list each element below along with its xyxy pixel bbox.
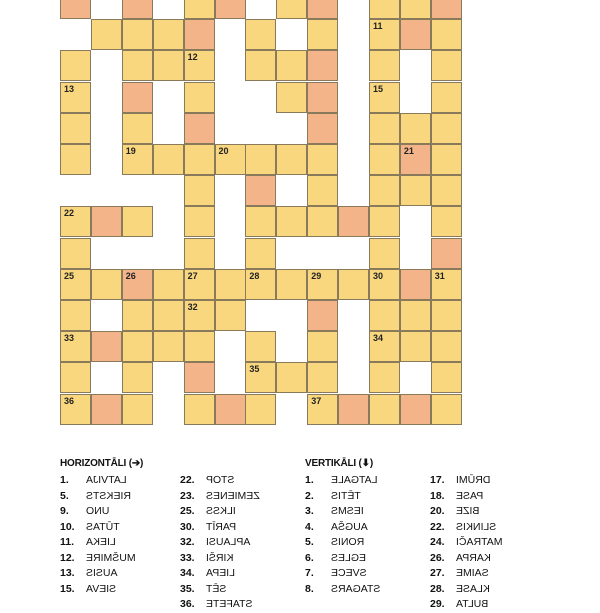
grid-cell[interactable] xyxy=(245,206,276,237)
grid-cell[interactable] xyxy=(60,331,91,362)
grid-cell[interactable] xyxy=(307,300,338,331)
grid-cell[interactable] xyxy=(184,269,215,300)
grid-cell[interactable] xyxy=(431,362,462,393)
grid-cell[interactable] xyxy=(60,362,91,393)
clue-item-answer: MATRAČI xyxy=(456,536,503,548)
grid-cell[interactable] xyxy=(431,82,462,113)
clue-item-answer: MUŠMIRE xyxy=(86,551,136,564)
clue-number: 11 xyxy=(373,21,383,32)
clue-item-answer: STOP xyxy=(206,474,235,486)
clue-item xyxy=(430,551,502,567)
grid-cell[interactable] xyxy=(431,144,462,175)
grid-cell[interactable] xyxy=(276,82,307,113)
clue-number: 29 xyxy=(311,270,322,281)
grid-cell[interactable] xyxy=(184,144,215,175)
grid-cell[interactable] xyxy=(307,331,338,362)
grid-cell[interactable] xyxy=(307,206,338,237)
clue-item-number: 30. xyxy=(180,520,195,533)
clue-item-answer: IESMS xyxy=(331,505,364,517)
grid-cell[interactable] xyxy=(400,175,431,206)
clue-number: 34 xyxy=(373,333,384,344)
clue-item-number: 18. xyxy=(430,489,445,502)
grid-cell[interactable] xyxy=(369,394,400,425)
clue-number: 30 xyxy=(373,270,384,281)
clue-item xyxy=(430,473,502,489)
grid-cell[interactable] xyxy=(91,331,122,362)
grid-cell[interactable] xyxy=(122,362,153,393)
grid-cell[interactable] xyxy=(122,269,153,300)
clue-number: 31 xyxy=(434,270,445,281)
grid-cell[interactable] xyxy=(276,0,307,19)
clue-item-number: 13. xyxy=(60,567,75,579)
grid-cell[interactable] xyxy=(153,144,184,175)
vertical-clues-column-2 xyxy=(430,454,502,613)
clue-item xyxy=(60,473,143,489)
grid-cell[interactable] xyxy=(184,19,215,50)
clue-item-number: 1. xyxy=(305,474,314,486)
grid-cell[interactable] xyxy=(245,362,276,393)
grid-cell[interactable] xyxy=(276,206,307,237)
clue-item-answer: SLINKIS xyxy=(456,520,497,533)
clue-item-number: 26. xyxy=(430,551,445,564)
grid-cell[interactable] xyxy=(369,362,400,393)
grid-cell[interactable] xyxy=(307,82,338,113)
clue-item xyxy=(180,520,260,536)
grid-cell[interactable] xyxy=(400,269,431,300)
grid-cell[interactable] xyxy=(184,331,215,362)
clue-item-number: 8. xyxy=(305,582,314,595)
clue-number: 35 xyxy=(249,364,260,375)
grid-cell[interactable] xyxy=(184,82,215,113)
grid-cell[interactable] xyxy=(122,144,153,175)
grid-cell[interactable] xyxy=(245,175,276,206)
clue-item-answer: ZEMIENES xyxy=(206,489,260,502)
grid-cell[interactable] xyxy=(307,113,338,144)
grid-cell[interactable] xyxy=(245,331,276,362)
grid-cell[interactable] xyxy=(431,175,462,206)
grid-cell[interactable] xyxy=(276,144,307,175)
vertical-heading: VERTIKĀLI (⬇) xyxy=(305,458,373,469)
clue-item xyxy=(305,535,380,551)
clue-item-answer: KARPA xyxy=(456,551,491,564)
grid-cell[interactable] xyxy=(60,144,91,175)
grid-cell[interactable] xyxy=(338,269,369,300)
grid-cell[interactable] xyxy=(153,331,184,362)
clue-number: 37 xyxy=(311,395,322,406)
grid-cell[interactable] xyxy=(245,50,276,81)
clue-item-number: 11. xyxy=(60,536,75,548)
clue-item-number: 28. xyxy=(430,582,445,595)
grid-cell[interactable] xyxy=(369,238,400,269)
grid-cell[interactable] xyxy=(122,300,153,331)
clue-item-number: 23. xyxy=(180,489,195,502)
clue-item-answer: SIEVA xyxy=(86,582,117,595)
clue-number: 21 xyxy=(403,146,414,156)
clue-item xyxy=(60,535,143,551)
grid-cell[interactable] xyxy=(60,300,91,331)
clue-item-answer: BIZE xyxy=(456,505,480,517)
clue-list xyxy=(60,454,540,610)
grid-cell[interactable] xyxy=(276,269,307,300)
clue-item xyxy=(180,504,260,520)
grid-cell[interactable] xyxy=(369,175,400,206)
grid-cell[interactable] xyxy=(431,113,462,144)
grid-cell[interactable] xyxy=(307,50,338,81)
grid-cell[interactable] xyxy=(184,362,215,393)
grid-cell[interactable] xyxy=(338,206,369,237)
clue-item xyxy=(305,566,380,582)
grid-cell[interactable] xyxy=(215,269,246,300)
clue-item-answer: APLAUSI xyxy=(206,536,251,548)
clue-number: 15 xyxy=(373,83,384,94)
grid-cell[interactable] xyxy=(307,144,338,175)
grid-cell[interactable] xyxy=(184,50,215,81)
grid-cell[interactable] xyxy=(122,50,153,81)
grid-cell[interactable] xyxy=(369,50,400,81)
clue-item-number: 22. xyxy=(430,520,445,533)
grid-cell[interactable] xyxy=(215,0,246,19)
grid-cell[interactable] xyxy=(431,19,462,50)
grid-cell[interactable] xyxy=(431,50,462,81)
grid-cell[interactable] xyxy=(400,0,431,19)
grid-cell[interactable] xyxy=(153,50,184,81)
clue-item-answer: AUSIS xyxy=(86,567,118,579)
vertical-clues-column-1 xyxy=(305,454,380,597)
grid-cell[interactable] xyxy=(245,144,276,175)
clue-item xyxy=(60,582,143,598)
clue-item-answer: LATGALE xyxy=(331,474,378,486)
clue-item xyxy=(180,597,260,613)
clue-number: 36 xyxy=(64,395,75,406)
clue-item-number: 29. xyxy=(430,598,445,610)
clue-item-answer: LATVIJA xyxy=(86,474,127,486)
grid-cell[interactable] xyxy=(60,238,91,269)
clue-item xyxy=(430,582,502,598)
grid-cell[interactable] xyxy=(245,238,276,269)
grid-cell[interactable] xyxy=(122,331,153,362)
clue-item-number: 27. xyxy=(430,567,445,579)
grid-cell[interactable] xyxy=(91,269,122,300)
grid-cell[interactable] xyxy=(338,394,369,425)
clue-item xyxy=(430,489,502,505)
grid-cell[interactable] xyxy=(122,82,153,113)
clue-item xyxy=(60,520,143,536)
grid-cell[interactable] xyxy=(369,269,400,300)
clue-item xyxy=(430,597,502,613)
grid-cell[interactable] xyxy=(153,19,184,50)
clue-item xyxy=(305,504,380,520)
clue-item-number: 32. xyxy=(180,536,195,548)
grid-cell[interactable] xyxy=(184,394,215,425)
grid-cell[interactable] xyxy=(122,113,153,144)
clue-item-number: 34. xyxy=(180,567,195,579)
grid-cell[interactable] xyxy=(60,394,91,425)
grid-cell[interactable] xyxy=(369,300,400,331)
clue-item-number: 25. xyxy=(180,505,195,517)
grid-cell[interactable] xyxy=(307,0,338,19)
grid-cell[interactable] xyxy=(307,362,338,393)
clue-item xyxy=(60,489,143,505)
grid-cell[interactable] xyxy=(307,175,338,206)
clue-item-answer: EGLES xyxy=(331,551,367,564)
grid-cell[interactable] xyxy=(400,113,431,144)
grid-cell[interactable] xyxy=(431,269,462,300)
clue-item xyxy=(60,551,143,567)
clue-item xyxy=(180,582,260,598)
clue-number: 19 xyxy=(125,146,136,156)
grid-cell[interactable] xyxy=(369,331,400,362)
clue-item xyxy=(305,551,380,567)
clue-item-answer: LIEPA xyxy=(206,567,235,579)
grid-cell[interactable] xyxy=(122,0,153,19)
grid-cell[interactable] xyxy=(60,269,91,300)
grid-cell[interactable] xyxy=(60,206,91,237)
clue-item xyxy=(60,504,143,520)
clue-item-number: 20. xyxy=(430,505,445,517)
clue-item-answer: STAGARS xyxy=(331,582,381,595)
grid-cell[interactable] xyxy=(307,19,338,50)
grid-cell[interactable] xyxy=(60,0,91,19)
clue-item xyxy=(180,566,260,582)
grid-cell[interactable] xyxy=(60,50,91,81)
grid-cell[interactable] xyxy=(400,144,431,175)
clue-number: 13 xyxy=(64,83,75,94)
grid-cell[interactable] xyxy=(276,50,307,81)
clue-item-answer: RONIS xyxy=(331,536,365,548)
clue-item-number: 4. xyxy=(305,520,314,533)
clue-item-answer: PARĪT xyxy=(206,520,237,533)
grid-cell[interactable] xyxy=(215,144,246,175)
grid-cell[interactable] xyxy=(431,0,462,19)
clue-item xyxy=(180,489,260,505)
crossword-grid xyxy=(60,0,524,426)
clue-number: 22 xyxy=(64,208,75,219)
grid-cell[interactable] xyxy=(184,113,215,144)
clue-item xyxy=(430,566,502,582)
grid-cell[interactable] xyxy=(122,206,153,237)
clue-item-number: 3. xyxy=(305,505,314,517)
grid-cell[interactable] xyxy=(184,238,215,269)
grid-cell[interactable] xyxy=(91,206,122,237)
clue-item xyxy=(430,504,502,520)
grid-cell[interactable] xyxy=(122,394,153,425)
grid-cell[interactable] xyxy=(369,113,400,144)
grid-cell[interactable] xyxy=(431,394,462,425)
clue-item-number: 12. xyxy=(60,551,75,564)
grid-cell[interactable] xyxy=(215,300,246,331)
clue-item xyxy=(305,489,380,505)
clue-item xyxy=(430,520,502,536)
grid-cell[interactable] xyxy=(400,394,431,425)
clue-item-number: 5. xyxy=(60,489,69,502)
clue-item-answer: TĒTIS xyxy=(331,489,361,502)
clue-item-number: 22. xyxy=(180,474,195,486)
clue-item-number: 33. xyxy=(180,551,195,564)
grid-cell[interactable] xyxy=(91,19,122,50)
grid-cell[interactable] xyxy=(153,269,184,300)
grid-cell[interactable] xyxy=(184,175,215,206)
clue-item-answer: SVECE xyxy=(331,567,367,579)
clue-item-answer: ILKSS xyxy=(206,505,236,517)
clue-item-answer: LIEKA xyxy=(86,536,116,548)
clue-number: 25 xyxy=(64,270,75,281)
clue-item-answer: DRŪMI xyxy=(456,474,491,486)
clue-number: 26 xyxy=(125,270,136,281)
grid-cell[interactable] xyxy=(60,82,91,113)
clue-item-answer: KLASE xyxy=(456,582,490,595)
clue-item-number: 9. xyxy=(60,505,69,517)
clue-item-number: 35. xyxy=(180,582,195,595)
grid-cell[interactable] xyxy=(276,362,307,393)
clue-item-number: 24. xyxy=(430,536,445,548)
clue-number: 27 xyxy=(187,270,198,281)
clue-item xyxy=(305,473,380,489)
clue-item xyxy=(60,566,143,582)
horizontal-clues-column-2 xyxy=(180,454,260,613)
clue-item-number: 6. xyxy=(305,551,314,564)
horizontal-clues-column-1 xyxy=(60,454,143,597)
clue-item-answer: SAIME xyxy=(456,567,489,579)
clue-item-answer: AUGŠA xyxy=(331,520,368,533)
grid-cell[interactable] xyxy=(215,394,246,425)
grid-cell[interactable] xyxy=(369,82,400,113)
clue-item-answer: UNO xyxy=(86,505,110,517)
clue-number: 20 xyxy=(218,146,229,156)
grid-cell[interactable] xyxy=(184,0,215,19)
clue-item-number: 15. xyxy=(60,582,75,595)
clue-number: 33 xyxy=(64,333,75,344)
clue-item-number: 36. xyxy=(180,598,195,610)
clue-item-answer: STAFETE xyxy=(206,598,253,610)
clue-item-number: 2. xyxy=(305,489,314,502)
clue-item-number: 7. xyxy=(305,567,314,579)
grid-cell[interactable] xyxy=(307,394,338,425)
grid-cell[interactable] xyxy=(245,269,276,300)
grid-cell[interactable] xyxy=(400,19,431,50)
clue-item xyxy=(305,520,380,536)
grid-cell[interactable] xyxy=(184,300,215,331)
clue-item xyxy=(430,535,502,551)
grid-cell[interactable] xyxy=(245,19,276,50)
clue-item xyxy=(180,473,260,489)
grid-cell[interactable] xyxy=(431,331,462,362)
grid-cell[interactable] xyxy=(307,269,338,300)
grid-cell[interactable] xyxy=(369,206,400,237)
grid-cell[interactable] xyxy=(431,238,462,269)
clue-item-number: 5. xyxy=(305,536,314,548)
grid-cell[interactable] xyxy=(369,144,400,175)
grid-cell[interactable] xyxy=(153,300,184,331)
grid-cell[interactable] xyxy=(400,331,431,362)
grid-cell[interactable] xyxy=(400,300,431,331)
clue-number: 32 xyxy=(187,302,198,312)
grid-cell[interactable] xyxy=(91,394,122,425)
horizontal-heading: HORIZONTĀLI (➔) xyxy=(60,458,144,469)
clue-item-number: 17. xyxy=(430,474,445,486)
clue-item-number: 10. xyxy=(60,520,75,533)
clue-item xyxy=(180,535,260,551)
clue-item-answer: SĒT xyxy=(206,582,227,595)
clue-number: 12 xyxy=(187,52,198,63)
grid-cell[interactable] xyxy=(122,19,153,50)
clue-item-answer: KIRŠI xyxy=(206,551,234,564)
grid-cell[interactable] xyxy=(431,300,462,331)
grid-cell[interactable] xyxy=(245,394,276,425)
clue-item-answer: RIEKSTS xyxy=(86,489,131,502)
clue-item xyxy=(180,551,260,567)
grid-cell[interactable] xyxy=(184,206,215,237)
clue-item xyxy=(305,582,380,598)
clue-item-answer: BULTA xyxy=(456,598,489,610)
grid-cell[interactable] xyxy=(369,0,400,19)
clue-item-number: 1. xyxy=(60,474,69,486)
clue-item-answer: TŪTAS xyxy=(86,520,120,533)
clue-number: 28 xyxy=(249,270,260,281)
grid-cell[interactable] xyxy=(369,19,400,50)
grid-cell[interactable] xyxy=(60,113,91,144)
grid-cell[interactable] xyxy=(431,206,462,237)
clue-item-answer: PASE xyxy=(456,489,484,502)
